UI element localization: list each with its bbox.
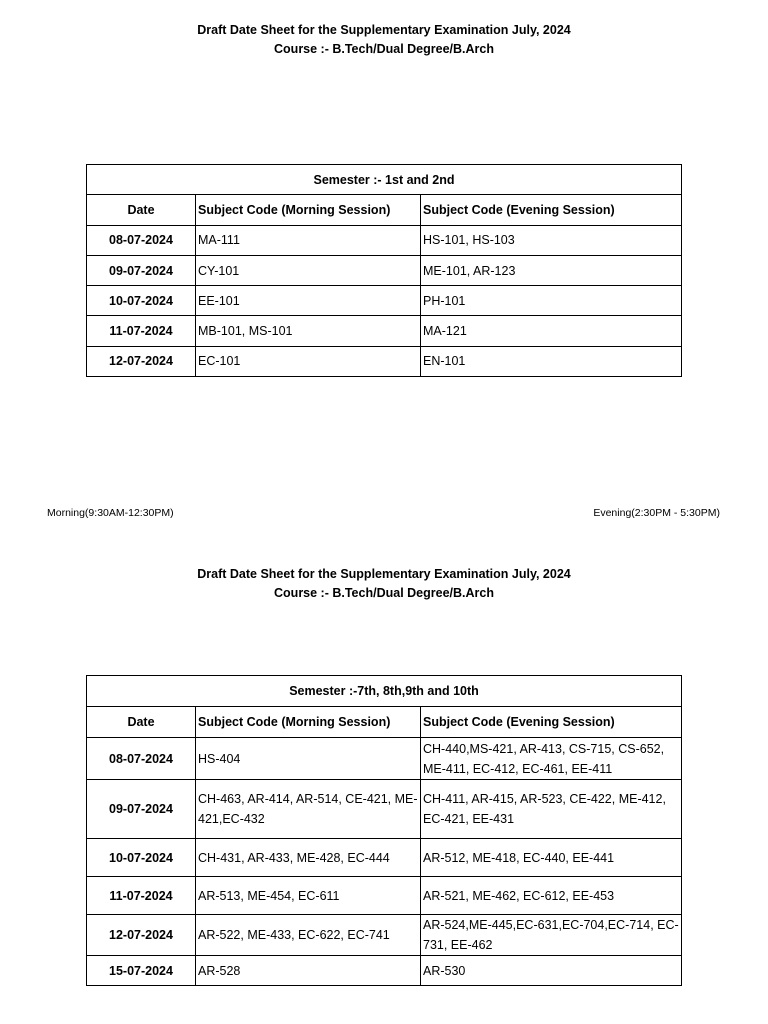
evening-subjects-cell: PH-101 [421, 286, 682, 316]
morning-subjects-cell: HS-404 [196, 738, 421, 780]
table-row [87, 225, 682, 255]
morning-subjects-cell: CH-431, AR-433, ME-428, EC-444 [196, 839, 421, 877]
evening-subjects-cell: AR-512, ME-418, EC-440, EE-441 [421, 839, 682, 877]
column-header-date: Date [87, 195, 196, 225]
sheet-title: Draft Date Sheet for the Supplementary Examination July, 2024 [197, 23, 571, 37]
column-header-morning: Subject Code (Morning Session) [196, 195, 421, 225]
column-header-date: Date [87, 707, 196, 738]
morning-subjects-cell: AR-522, ME-433, EC-622, EC-741 [196, 915, 421, 956]
table-row [87, 286, 682, 316]
date-cell: 15-07-2024 [87, 956, 196, 986]
table-row [87, 956, 682, 986]
column-header-evening: Subject Code (Evening Session) [421, 707, 682, 738]
table-row [87, 346, 682, 376]
date-cell: 11-07-2024 [87, 316, 196, 346]
evening-subjects-cell: AR-521, ME-462, EC-612, EE-453 [421, 877, 682, 915]
morning-subjects-cell: CH-463, AR-414, AR-514, CE-421, ME-421,EC-432 [196, 780, 421, 839]
date-cell: 08-07-2024 [87, 738, 196, 780]
date-cell: 11-07-2024 [87, 877, 196, 915]
table-row [87, 255, 682, 285]
table-row [87, 877, 682, 915]
evening-subjects-cell: ME-101, AR-123 [421, 255, 682, 285]
morning-subjects-cell: AR-528 [196, 956, 421, 986]
evening-subjects-cell: CH-440,MS-421, AR-413, CS-715, CS-652, ME-411, EC-412, EC-461, EE-411 [421, 738, 682, 780]
sheet-heading-2 [0, 565, 768, 603]
morning-subjects-cell: MB-101, MS-101 [196, 316, 421, 346]
morning-subjects-cell: AR-513, ME-454, EC-611 [196, 877, 421, 915]
evening-subjects-cell: AR-530 [421, 956, 682, 986]
column-header-morning: Subject Code (Morning Session) [196, 707, 421, 738]
date-cell: 09-07-2024 [87, 255, 196, 285]
sheet-heading-1 [0, 21, 768, 59]
date-cell: 12-07-2024 [87, 346, 196, 376]
morning-session-timing: Morning(9:30AM-12:30PM) [47, 507, 174, 519]
course-line: Course :- B.Tech/Dual Degree/B.Arch [274, 42, 494, 56]
date-cell: 12-07-2024 [87, 915, 196, 956]
evening-session-timing: Evening(2:30PM - 5:30PM) [593, 507, 720, 519]
table-row [87, 915, 682, 956]
table-row [87, 780, 682, 839]
morning-subjects-cell: CY-101 [196, 255, 421, 285]
table-row [87, 738, 682, 780]
date-cell: 10-07-2024 [87, 286, 196, 316]
semester-label: Semester :- 1st and 2nd [87, 165, 682, 195]
morning-subjects-cell: EE-101 [196, 286, 421, 316]
table-row [87, 316, 682, 346]
evening-subjects-cell: MA-121 [421, 316, 682, 346]
course-line: Course :- B.Tech/Dual Degree/B.Arch [274, 586, 494, 600]
date-cell: 09-07-2024 [87, 780, 196, 839]
table-row [87, 839, 682, 877]
semester-row [87, 165, 682, 195]
date-cell: 10-07-2024 [87, 839, 196, 877]
date-sheet-table-sem-7-10 [86, 675, 682, 986]
evening-subjects-cell: HS-101, HS-103 [421, 225, 682, 255]
sheet-title: Draft Date Sheet for the Supplementary Examination July, 2024 [197, 567, 571, 581]
morning-subjects-cell: MA-111 [196, 225, 421, 255]
semester-row [87, 676, 682, 707]
evening-subjects-cell: AR-524,ME-445,EC-631,EC-704,EC-714, EC-731, EE-462 [421, 915, 682, 956]
morning-subjects-cell: EC-101 [196, 346, 421, 376]
date-sheet-table-sem-1-2 [86, 164, 682, 377]
semester-label: Semester :-7th, 8th,9th and 10th [87, 676, 682, 707]
header-row [87, 195, 682, 225]
evening-subjects-cell: CH-411, AR-415, AR-523, CE-422, ME-412, EC-421, EE-431 [421, 780, 682, 839]
header-row [87, 707, 682, 738]
evening-subjects-cell: EN-101 [421, 346, 682, 376]
date-cell: 08-07-2024 [87, 225, 196, 255]
column-header-evening: Subject Code (Evening Session) [421, 195, 682, 225]
